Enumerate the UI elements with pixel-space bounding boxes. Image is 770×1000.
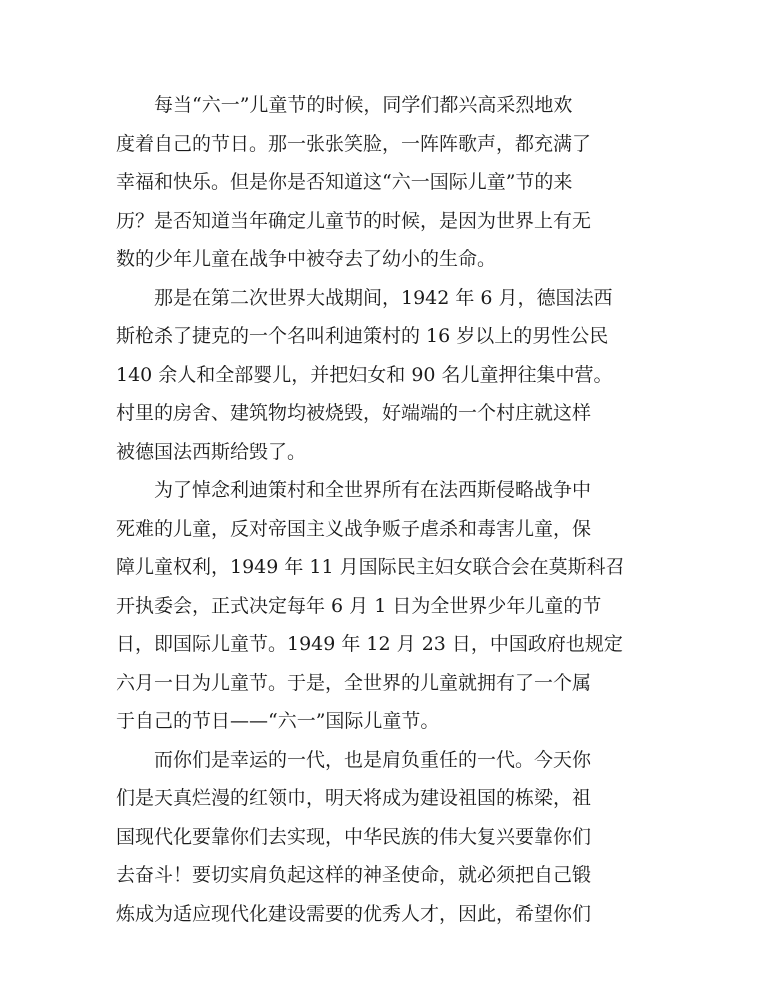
paragraph-3-line-7: 于自己的节日——“六一”国际儿童节。 (116, 710, 440, 732)
paragraph-2-line-3: 140 余人和全部婴儿，并把妇女和 90 名儿童押往集中营。 (116, 363, 613, 386)
paragraph-3-line-1: 为了悼念利迪策村和全世界所有在法西斯侵略战争中 (154, 479, 592, 501)
paragraph-4-line-2: 们是天真烂漫的红领巾，明天将成为建设祖国的栋梁，祖 (116, 787, 592, 809)
paragraph-3-line-2: 死难的儿童，反对帝国主义战争贩子虐杀和毒害儿童，保 (116, 517, 592, 540)
body-text (116, 86, 646, 933)
paragraph-1-line-2: 度着自己的节日。那一张张笑脸，一阵阵歌声，都充满了 (116, 132, 592, 155)
paragraph-3-line-5: 日，即国际儿童节。1949 年 12 月 23 日，中国政府也规定 (116, 633, 623, 655)
paragraph-2-line-2: 斯枪杀了捷克的一个名叫利迪策村的 16 岁以上的男性公民 (116, 325, 609, 347)
paragraph-3-line-4: 开执委会，正式决定每年 6 月 1 日为全世界少年儿童的节 (116, 594, 602, 617)
paragraph-1-line-1: 每当“六一”儿童节的时候，同学们都兴高采烈地欢 (154, 94, 573, 116)
paragraph-2-line-1: 那是在第二次世界大战期间，1942 年 6 月，德国法西 (154, 286, 613, 309)
paragraph-1-line-4: 历？是否知道当年确定儿童节的时候，是因为世界上有无 (116, 209, 592, 232)
paragraph-1-line-5: 数的少年儿童在战争中被夺去了幼小的生命。 (116, 248, 497, 270)
paragraph-4-line-1: 而你们是幸运的一代，也是肩负重任的一代。今天你 (154, 748, 592, 771)
paragraph-1-line-3: 幸福和快乐。但是你是否知道这“六一国际儿童”节的来 (116, 171, 573, 193)
paragraph-4-line-4: 去奋斗！要切实肩负起这样的神圣使命，就必须把自己锻 (116, 864, 592, 886)
paragraph-2-line-5: 被德国法西斯给毁了。 (116, 440, 307, 463)
paragraph-2-line-4: 村里的房舍、建筑物均被烧毁，好端端的一个村庄就这样 (116, 402, 592, 424)
paragraph-4-line-5: 炼成为适应现代化建设需要的优秀人才，因此，希望你们 (116, 902, 592, 925)
paragraph-4-line-3: 国现代化要靠你们去实现，中华民族的伟大复兴要靠你们 (116, 825, 592, 848)
paragraph-3-line-3: 障儿童权利，1949 年 11 月国际民主妇女联合会在莫斯科召 (116, 556, 625, 578)
paragraph-3-line-6: 六月一日为儿童节。于是，全世界的儿童就拥有了一个属 (116, 671, 592, 694)
